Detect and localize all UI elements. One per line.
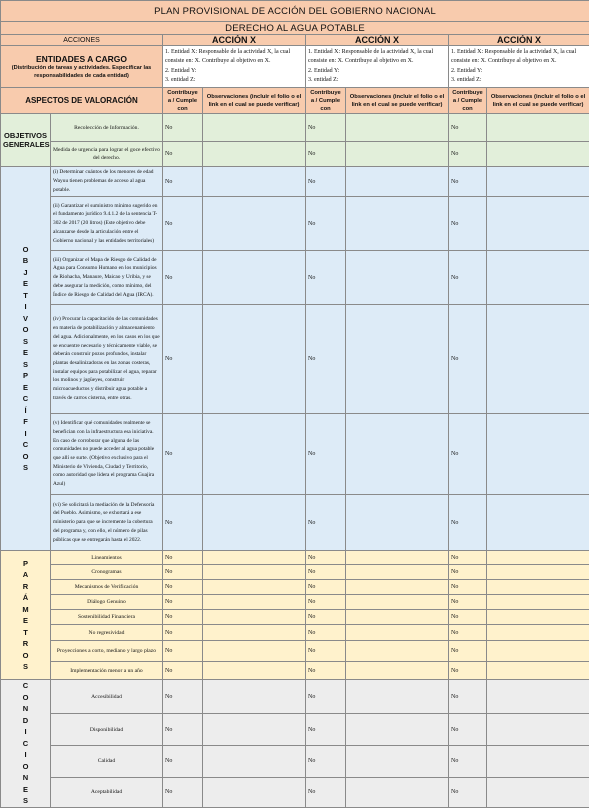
observaciones-cell-3[interactable] xyxy=(487,495,589,551)
observaciones-cell-3[interactable] xyxy=(487,114,589,142)
contribuye-value-2[interactable]: No xyxy=(306,680,346,714)
category-parametros: P A R Á M E T R O S xyxy=(1,551,51,680)
observaciones-cell-3[interactable] xyxy=(487,662,589,680)
observaciones-cell-3[interactable] xyxy=(487,251,589,305)
contribuye-value-2[interactable]: No xyxy=(306,610,346,625)
category-condiciones: C O N D I C I O N E S xyxy=(1,680,51,808)
contribuye-value-3[interactable]: No xyxy=(449,142,487,167)
contribuye-value-1[interactable]: No xyxy=(163,551,203,565)
observaciones-cell-3[interactable] xyxy=(487,414,589,495)
observaciones-cell-3[interactable] xyxy=(487,580,589,595)
observaciones-cell-3[interactable] xyxy=(487,680,589,714)
condicion-label: Calidad xyxy=(51,746,163,778)
parametro-label: Lineamientos xyxy=(51,551,163,565)
observaciones-cell-3[interactable] xyxy=(487,565,589,580)
contribuye-value-1[interactable]: No xyxy=(163,777,203,807)
observaciones-cell-1[interactable] xyxy=(203,414,306,495)
contribuye-value-3[interactable]: No xyxy=(449,197,487,251)
plan-title: PLAN PROVISIONAL DE ACCIÓN DEL GOBIERNO NACIONAL xyxy=(1,1,589,22)
parametro-label: Diálogo Genuino xyxy=(51,595,163,610)
parametro-label: Sostenibilidad Financiera xyxy=(51,610,163,625)
observaciones-cell-2[interactable] xyxy=(346,580,449,595)
observaciones-cell-1[interactable] xyxy=(203,580,306,595)
objetivo-especifico-label: (iv) Procurar la capacitación de las comunidades en materia de potabilización y almacenamiento del agua. Adicionalmente, en los casos en los que se encuentre necesario y técnicamente viable, se deberán construir pozos profundos, instalar plantas desalinizadoras en las zonas costeras, instalar equipos para potabilizar el agua, reparar los molinos y jagüeyes, construir microacueductos y distribuir agua potable a través de carros cisterna, entre otras. xyxy=(51,305,163,414)
observaciones-cell-2[interactable] xyxy=(346,610,449,625)
objetivo-especifico-label: (i) Determinar cuántos de los menores de edad Wayuu tienen problemas de acceso al agua potable. xyxy=(51,167,163,197)
contribuye-value-3[interactable]: No xyxy=(449,746,487,778)
contribuye-value-1[interactable]: No xyxy=(163,305,203,414)
contribuye-value-3[interactable]: No xyxy=(449,625,487,641)
aspectos-label: ASPECTOS DE VALORACIÓN xyxy=(1,88,163,114)
observaciones-cell-2[interactable] xyxy=(346,625,449,641)
accion-1-header: ACCIÓN X xyxy=(163,35,306,46)
observaciones-cell-2[interactable] xyxy=(346,251,449,305)
observaciones-cell-3[interactable] xyxy=(487,641,589,662)
observaciones-cell-1[interactable] xyxy=(203,610,306,625)
contribuye-value-1[interactable]: No xyxy=(163,680,203,714)
contribuye-value-3[interactable]: No xyxy=(449,680,487,714)
observaciones-cell-1[interactable] xyxy=(203,551,306,565)
observaciones-cell-3[interactable] xyxy=(487,625,589,641)
observaciones-header-1: Observaciones (incluir el folio o el link en el cual se puede verificar) xyxy=(203,88,306,114)
entidades-label: ENTIDADES A CARGO xyxy=(3,54,160,64)
contribuye-value-3[interactable]: No xyxy=(449,305,487,414)
observaciones-cell-3[interactable] xyxy=(487,551,589,565)
condicion-label: Accesibilidad xyxy=(51,680,163,714)
entidades-accion-1: 1. Entidad X: Responsable de la actividad X, la cual consiste en: X. Contribuye al objetivo en X. 2. Entidad Y: 3. entidad Z: xyxy=(163,46,306,88)
objetivo-especifico-label: (vi) Se solicitará la mediación de la Defensoría del Pueblo. Asimismo, se exhortará a ese ministerio para que se incremente la cobertura del programa y, con ello, el número de pilas públicas que se entregarán hasta el 2022. xyxy=(51,495,163,551)
contribuye-value-1[interactable]: No xyxy=(163,595,203,610)
contribuye-value-2[interactable]: No xyxy=(306,551,346,565)
contribuye-value-3[interactable]: No xyxy=(449,565,487,580)
objetivo-especifico-label: (v) Identificar qué comunidades realmente se benefician con la infraestructura esa iniciativa. En caso de corroborar que alguna de las comunidades no puede acceder al agua potable que allí se surte. (Objetivo exclusivo para el Ministerio de Vivienda, Ciudad y Territorio, como autoridad que lidera el programa Guajira Azul) xyxy=(51,414,163,495)
contribuye-header-3: Contribuye a / Cumple con xyxy=(449,88,487,114)
observaciones-header-3: Observaciones (incluir el folio o el link en el cual se puede verificar) xyxy=(487,88,589,114)
observaciones-cell-1[interactable] xyxy=(203,714,306,746)
accion-2-header: ACCIÓN X xyxy=(306,35,449,46)
category-objetivos-generales: OBJETIVOS GENERALES xyxy=(1,114,51,167)
contribuye-value-1[interactable]: No xyxy=(163,746,203,778)
observaciones-cell-2[interactable] xyxy=(346,142,449,167)
observaciones-cell-2[interactable] xyxy=(346,414,449,495)
observaciones-cell-2[interactable] xyxy=(346,746,449,778)
parametro-label: No regresividad xyxy=(51,625,163,641)
observaciones-cell-3[interactable] xyxy=(487,197,589,251)
parametro-label: Cronogramas xyxy=(51,565,163,580)
observaciones-cell-1[interactable] xyxy=(203,565,306,580)
observaciones-cell-1[interactable] xyxy=(203,114,306,142)
observaciones-cell-1[interactable] xyxy=(203,251,306,305)
observaciones-cell-3[interactable] xyxy=(487,610,589,625)
contribuye-value-3[interactable]: No xyxy=(449,610,487,625)
observaciones-cell-1[interactable] xyxy=(203,680,306,714)
observaciones-cell-3[interactable] xyxy=(487,714,589,746)
observaciones-cell-2[interactable] xyxy=(346,114,449,142)
observaciones-cell-1[interactable] xyxy=(203,197,306,251)
contribuye-value-3[interactable]: No xyxy=(449,414,487,495)
objetivo-general-label: Medida de urgencia para lograr el goce efectivo del derecho. xyxy=(51,142,163,167)
contribuye-value-2[interactable]: No xyxy=(306,662,346,680)
observaciones-cell-3[interactable] xyxy=(487,142,589,167)
contribuye-value-1[interactable]: No xyxy=(163,610,203,625)
contribuye-value-3[interactable]: No xyxy=(449,595,487,610)
condicion-label: Aceptabilidad xyxy=(51,777,163,807)
contribuye-value-2[interactable]: No xyxy=(306,565,346,580)
contribuye-value-2[interactable]: No xyxy=(306,746,346,778)
observaciones-cell-2[interactable] xyxy=(346,714,449,746)
contribuye-header-2: Contribuye a / Cumple con xyxy=(306,88,346,114)
observaciones-header-2: Observaciones (incluir el folio o el link en el cual se puede verificar) xyxy=(346,88,449,114)
observaciones-cell-1[interactable] xyxy=(203,746,306,778)
observaciones-cell-3[interactable] xyxy=(487,595,589,610)
contribuye-value-1[interactable]: No xyxy=(163,414,203,495)
contribuye-value-1[interactable]: No xyxy=(163,641,203,662)
contribuye-value-1[interactable]: No xyxy=(163,625,203,641)
contribuye-value-2[interactable]: No xyxy=(306,641,346,662)
contribuye-value-3[interactable]: No xyxy=(449,167,487,197)
observaciones-cell-1[interactable] xyxy=(203,625,306,641)
contribuye-value-1[interactable]: No xyxy=(163,197,203,251)
contribuye-value-3[interactable]: No xyxy=(449,114,487,142)
objetivo-especifico-label: (ii) Garantizar el suministro mínimo sugerido en el fundamento jurídico 9.4.1.2 de la sentencia T-302 de 2017 (20 litros) (Este objetivo debe alcanzarse desde la articulación entre el Gobierno nacional y las entidades territoriales) xyxy=(51,197,163,251)
contribuye-value-2[interactable]: No xyxy=(306,595,346,610)
observaciones-cell-1[interactable] xyxy=(203,595,306,610)
entidades-accion-2: 1. Entidad X: Responsable de la actividad X, la cual consiste en: X. Contribuye al objetivo en X. 2. Entidad Y: 3. entidad Z: xyxy=(306,46,449,88)
contribuye-header-1: Contribuye a / Cumple con xyxy=(163,88,203,114)
accion-3-header: ACCIÓN X xyxy=(449,35,589,46)
acciones-label: ACCIONES xyxy=(1,35,163,46)
contribuye-value-3[interactable]: No xyxy=(449,777,487,807)
observaciones-cell-1[interactable] xyxy=(203,142,306,167)
observaciones-cell-2[interactable] xyxy=(346,305,449,414)
observaciones-cell-2[interactable] xyxy=(346,680,449,714)
observaciones-cell-1[interactable] xyxy=(203,641,306,662)
contribuye-value-3[interactable]: No xyxy=(449,495,487,551)
observaciones-cell-3[interactable] xyxy=(487,746,589,778)
observaciones-cell-1[interactable] xyxy=(203,167,306,197)
objetivo-especifico-label: (iii) Organizar el Mapa de Riesgo de Calidad de Agua para Consumo Humano en los municipios de Riohacha, Manaure, Maicao y Uribia, y se debe asegurar la medición, como mínimo, del Índice de Riesgo de Calidad del Agua (IRCA). xyxy=(51,251,163,305)
observaciones-cell-2[interactable] xyxy=(346,641,449,662)
contribuye-value-2[interactable]: No xyxy=(306,777,346,807)
contribuye-value-2[interactable]: No xyxy=(306,714,346,746)
contribuye-value-2[interactable]: No xyxy=(306,142,346,167)
parametro-label: Implementación menor a un año xyxy=(51,662,163,680)
objetivo-general-label: Recolección de Información. xyxy=(51,114,163,142)
contribuye-value-1[interactable]: No xyxy=(163,495,203,551)
contribuye-value-3[interactable]: No xyxy=(449,551,487,565)
contribuye-value-1[interactable]: No xyxy=(163,114,203,142)
plan-subtitle: DERECHO AL AGUA POTABLE xyxy=(1,22,589,35)
contribuye-value-1[interactable]: No xyxy=(163,142,203,167)
contribuye-value-3[interactable]: No xyxy=(449,251,487,305)
contribuye-value-1[interactable]: No xyxy=(163,580,203,595)
contribuye-value-3[interactable]: No xyxy=(449,662,487,680)
contribuye-value-3[interactable]: No xyxy=(449,580,487,595)
contribuye-value-1[interactable]: No xyxy=(163,167,203,197)
observaciones-cell-2[interactable] xyxy=(346,167,449,197)
category-objetivos-especificos: O B J E T I V O S E S P E C Í F I C O S xyxy=(1,167,51,551)
contribuye-value-3[interactable]: No xyxy=(449,641,487,662)
observaciones-cell-2[interactable] xyxy=(346,595,449,610)
observaciones-cell-3[interactable] xyxy=(487,167,589,197)
contribuye-value-3[interactable]: No xyxy=(449,714,487,746)
contribuye-value-2[interactable]: No xyxy=(306,114,346,142)
condicion-label: Disponibilidad xyxy=(51,714,163,746)
observaciones-cell-1[interactable] xyxy=(203,662,306,680)
observaciones-cell-3[interactable] xyxy=(487,305,589,414)
contribuye-value-2[interactable]: No xyxy=(306,625,346,641)
contribuye-value-2[interactable]: No xyxy=(306,197,346,251)
entidades-sub: (Distribución de tareas y actividades. Especificar las responsabilidades de cada entidad) xyxy=(3,64,160,80)
contribuye-value-2[interactable]: No xyxy=(306,495,346,551)
entidades-cell xyxy=(1,46,163,88)
observaciones-cell-2[interactable] xyxy=(346,662,449,680)
parametro-label: Mecanismos de Verificación xyxy=(51,580,163,595)
observaciones-cell-2[interactable] xyxy=(346,551,449,565)
contribuye-value-2[interactable]: No xyxy=(306,414,346,495)
observaciones-cell-2[interactable] xyxy=(346,197,449,251)
observaciones-cell-1[interactable] xyxy=(203,305,306,414)
contribuye-value-1[interactable]: No xyxy=(163,251,203,305)
contribuye-value-2[interactable]: No xyxy=(306,167,346,197)
contribuye-value-2[interactable]: No xyxy=(306,580,346,595)
contribuye-value-2[interactable]: No xyxy=(306,251,346,305)
parametro-label: Proyecciones a corto, mediano y largo plazo xyxy=(51,641,163,662)
entidades-accion-3: 1. Entidad X: Responsable de la actividad X, la cual consiste en: X. Contribuye al objetivo en X. 2. Entidad Y: 3. entidad Z: xyxy=(449,46,589,88)
observaciones-cell-1[interactable] xyxy=(203,495,306,551)
observaciones-cell-2[interactable] xyxy=(346,565,449,580)
contribuye-value-1[interactable]: No xyxy=(163,662,203,680)
contribuye-value-1[interactable]: No xyxy=(163,565,203,580)
observaciones-cell-2[interactable] xyxy=(346,495,449,551)
contribuye-value-2[interactable]: No xyxy=(306,305,346,414)
contribuye-value-1[interactable]: No xyxy=(163,714,203,746)
